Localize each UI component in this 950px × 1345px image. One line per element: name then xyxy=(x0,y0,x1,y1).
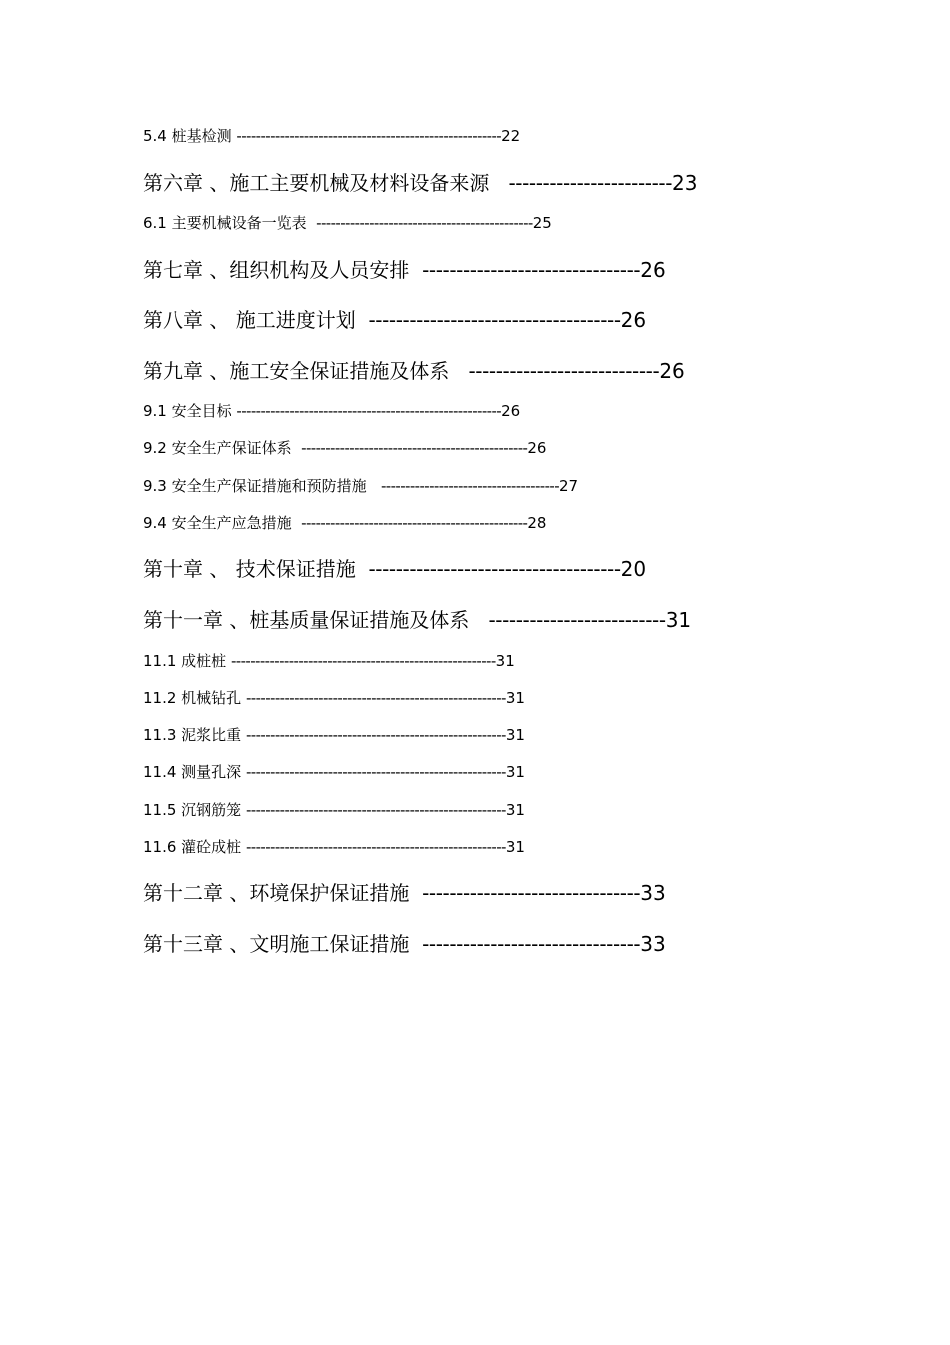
toc-entry[interactable] xyxy=(143,928,666,957)
toc-entry-page: 31 xyxy=(505,801,525,819)
toc-entry[interactable] xyxy=(143,799,525,820)
toc-entry[interactable] xyxy=(143,761,525,782)
toc-entry[interactable] xyxy=(143,167,698,196)
toc-entry-page: 26 xyxy=(620,308,647,332)
toc-entry-title: 11.5 沉钢筋笼 xyxy=(143,801,242,819)
toc-entry-leader: ------------------------------------------------------ xyxy=(245,689,506,707)
toc-entry-title: 11.2 机械钻孔 xyxy=(143,689,242,707)
toc-entry-title: 第十二章 、环境保护保证措施 xyxy=(143,881,410,905)
toc-entry[interactable] xyxy=(143,512,546,533)
toc-entry[interactable] xyxy=(143,355,685,384)
toc-entry-title: 11.3 泥浆比重 xyxy=(143,726,242,744)
toc-entry-title: 9.1 安全目标 xyxy=(143,402,232,420)
toc-entry-page: 31 xyxy=(505,838,525,856)
toc-entry[interactable] xyxy=(143,650,515,671)
toc-entry-leader: ------------------------------------- xyxy=(368,308,621,332)
toc-entry-page: 33 xyxy=(640,932,666,956)
toc-entry-title: 第十一章 、桩基质量保证措施及体系 xyxy=(143,608,470,632)
toc-entry[interactable] xyxy=(143,475,578,496)
toc-entry-leader: ----------------------------------------------- xyxy=(301,439,528,457)
toc-entry-page: 33 xyxy=(640,881,666,905)
toc-entry-leader: ------------------------------------------------------ xyxy=(245,801,506,819)
toc-entry-page: 20 xyxy=(620,557,647,581)
toc-entry-title: 9.3 安全生产保证措施和预防措施 xyxy=(143,477,367,495)
toc-entry-leader: ------------------------------------------------------- xyxy=(236,127,502,145)
toc-entry-page: 23 xyxy=(672,171,698,195)
toc-entry-leader: -------------------------------- xyxy=(422,881,641,905)
toc-entry-title: 6.1 主要机械设备一览表 xyxy=(143,214,307,232)
toc-entry-leader: -------------------------------- xyxy=(422,932,641,956)
toc-entry-title: 第六章 、施工主要机械及材料设备来源 xyxy=(143,171,490,195)
toc-entry-leader: ----------------------------------------------- xyxy=(301,514,528,532)
toc-entry-leader: ------------------------------------- xyxy=(380,477,560,495)
toc-entry-page: 26 xyxy=(640,258,666,282)
toc-entry[interactable] xyxy=(143,304,646,333)
toc-entry-page: 28 xyxy=(527,514,547,532)
toc-entry-title: 第七章 、组织机构及人员安排 xyxy=(143,258,410,282)
toc-entry[interactable] xyxy=(143,724,525,745)
toc-entry[interactable] xyxy=(143,836,525,857)
toc-entry[interactable] xyxy=(143,254,666,283)
toc-entry[interactable] xyxy=(143,400,520,421)
toc-entry-page: 31 xyxy=(505,689,525,707)
toc-entry-page: 26 xyxy=(659,359,685,383)
toc-entry-page: 31 xyxy=(495,652,515,670)
toc-entry-leader: ------------------------------------- xyxy=(368,557,621,581)
toc-entry[interactable] xyxy=(143,437,546,458)
toc-entry-title: 11.6 灌砼成桩 xyxy=(143,838,242,856)
toc-entry[interactable] xyxy=(143,877,666,906)
toc-entry-leader: ------------------------------------------------------ xyxy=(245,726,506,744)
toc-entry-title: 11.4 测量孔深 xyxy=(143,763,242,781)
toc-entry[interactable] xyxy=(143,604,691,633)
toc-entry-page: 25 xyxy=(532,214,552,232)
toc-entry-page: 31 xyxy=(505,763,525,781)
toc-entry-page: 22 xyxy=(501,127,521,145)
toc-entry-leader: --------------------------------------------- xyxy=(316,214,533,232)
toc-entry-page: 31 xyxy=(505,726,525,744)
toc-entry-leader: ------------------------ xyxy=(508,171,673,195)
toc-entry-leader: -------------------------------- xyxy=(422,258,641,282)
toc-entry-leader: ------------------------------------------------------- xyxy=(230,652,496,670)
toc-entry-leader: ---------------------------- xyxy=(468,359,660,383)
toc-entry[interactable] xyxy=(143,125,520,146)
toc-entry-page: 31 xyxy=(665,608,692,632)
toc-entry-page: 27 xyxy=(559,477,579,495)
toc-entry-leader: -------------------------- xyxy=(488,608,666,632)
toc-entry-title: 第八章 、 施工进度计划 xyxy=(143,308,356,332)
toc-entry-title: 5.4 桩基检测 xyxy=(143,127,232,145)
toc-entry-title: 第十三章 、文明施工保证措施 xyxy=(143,932,410,956)
toc-entry[interactable] xyxy=(143,553,646,582)
toc-entry-title: 11.1 成桩桩 xyxy=(143,652,227,670)
toc-entry-title: 第十章 、 技术保证措施 xyxy=(143,557,356,581)
toc-entry-leader: ------------------------------------------------------ xyxy=(245,763,506,781)
toc-entry-leader: ------------------------------------------------------ xyxy=(245,838,506,856)
toc-entry-title: 9.4 安全生产应急措施 xyxy=(143,514,292,532)
toc-entry-title: 第九章 、施工安全保证措施及体系 xyxy=(143,359,450,383)
toc-entry[interactable] xyxy=(143,212,552,233)
toc-entry-page: 26 xyxy=(527,439,547,457)
toc-entry-page: 26 xyxy=(501,402,521,420)
toc-entry-title: 9.2 安全生产保证体系 xyxy=(143,439,292,457)
toc-entry-leader: ------------------------------------------------------- xyxy=(236,402,502,420)
toc-entry[interactable] xyxy=(143,687,525,708)
